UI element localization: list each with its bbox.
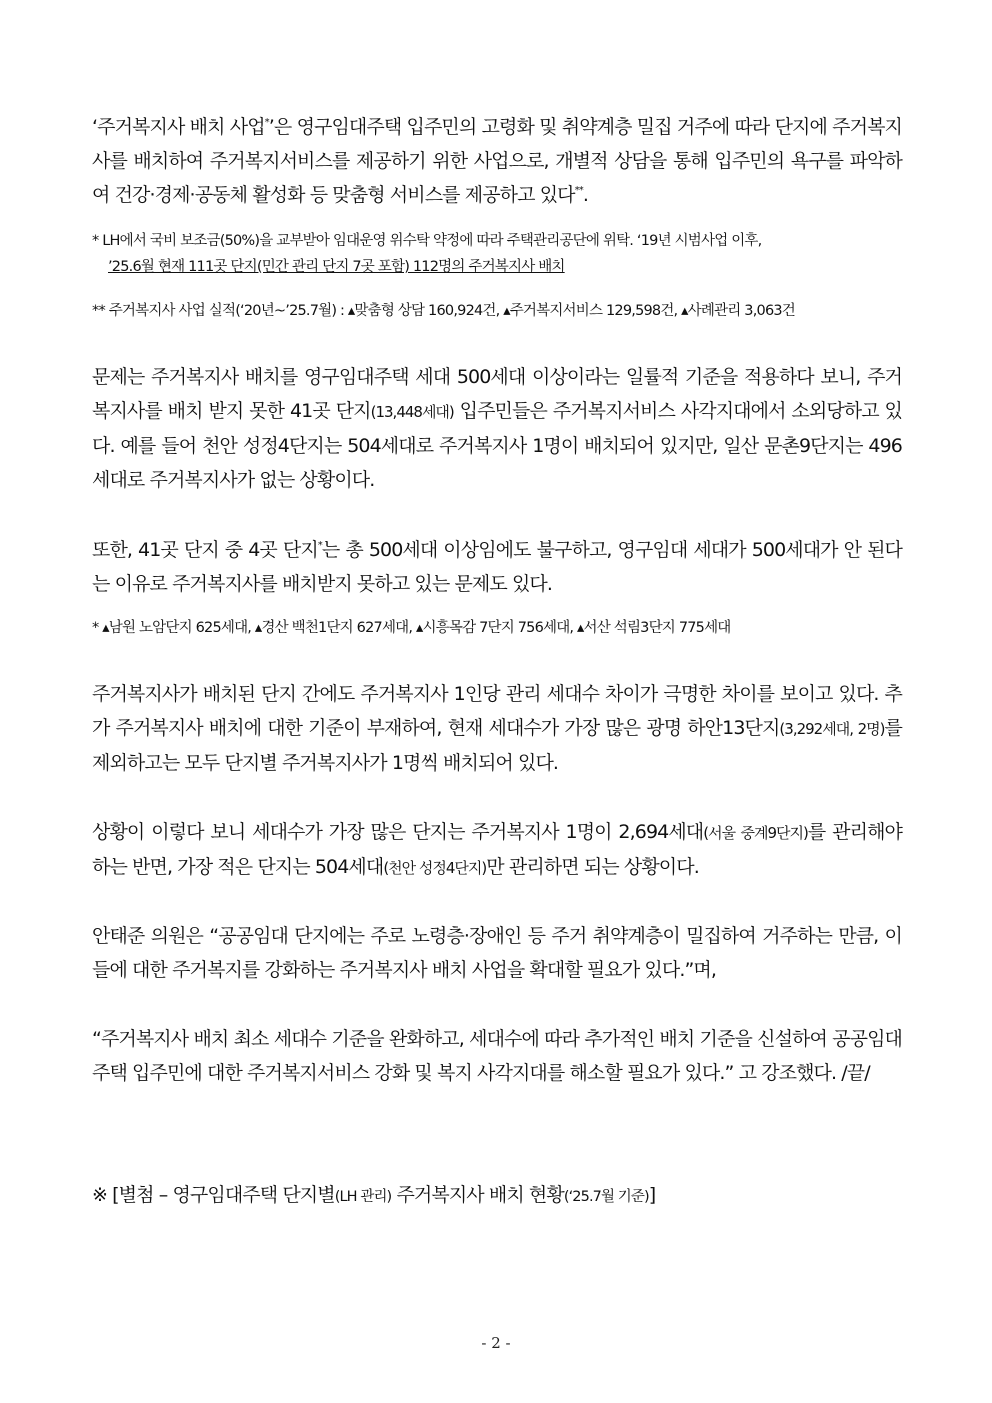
- footnote-line: ** 주거복지사 사업 실적(‘20년~’25.7월) : ▴맞춤형 상담 160,924건, ▴주거복지서비스 129,598건, ▴사례관리 3,063건: [92, 303, 795, 319]
- text-small: (LH 관리): [334, 1189, 392, 1205]
- text: 주거복지사가 배치된 단지 간에도 주거복지사 1인당 관리 세대수 차이가 극명한 차이를 보이고 있다. 추가 주거복지사 배치에 대한 기준이 부재하여, 현재 세대수가 가장 많은 광명 하안13단지: [92, 683, 902, 739]
- paragraph-situation: [92, 815, 902, 885]
- text: 만 관리하면 되는 상황이다.: [486, 856, 699, 878]
- text-small: (천안 성정4단지): [383, 859, 487, 877]
- paragraph-disparity: [92, 677, 902, 780]
- paragraph-quote-2: [92, 1022, 902, 1090]
- text: 주거복지사 배치 현황: [391, 1184, 564, 1206]
- text: 입주민들은 주거복지서비스 사각지대에서 소외당하고 있다. 예를 들어 천안 성정4단지는 504세대로 주거복지사 1명이 배치되어 있지만, 일산 문촌9단지는 496세대로 주거복지사가 없는 상황이다.: [92, 400, 902, 491]
- footnote-marker: *: [264, 117, 269, 128]
- footnote-line: * LH에서 국비 보조금(50%)을 교부받아 임대운영 위수탁 약정에 따라 주택관리공단에 위탁. ‘19년 시범사업 이후,: [92, 233, 762, 249]
- paragraph-program-intro: [92, 110, 902, 212]
- text: ※ [별첨 – 영구임대주택 단지별: [92, 1184, 335, 1206]
- footnote-marker: **: [574, 185, 583, 196]
- page-number: - 2 -: [481, 1334, 511, 1352]
- paragraph-quote-1: [92, 919, 902, 987]
- footnote-line-underlined: ’25.6월 현재 111곳 단지(민간 관리 단지 7곳 포함) 112명의 주거복지사 배치: [108, 259, 565, 275]
- text: 를 관리해야 하는 반면, 가장 적은 단지는 504세대: [92, 821, 902, 878]
- footnote-line: * ▴남원 노암단지 625세대, ▴경산 백천1단지 627세대, ▴시흥목감 7단지 756세대, ▴서산 석림3단지 775세대: [92, 620, 731, 636]
- text: ’은 영구임대주택 입주민의 고령화 및 취약계층 밀집 거주에 따라 단지에 주거복지사를 배치하여 주거복지서비스를 제공하기 위한 사업으로, 개별적 상담을 통해 입주민의 욕구를 파악하여 건강·경제·공동체 활성화 등 맞춤형 서비스를 제공하고 있다: [92, 116, 902, 206]
- footnote-complex-list: [92, 615, 907, 641]
- paragraph-excluded-complexes: [92, 533, 902, 601]
- text: 는 총 500세대 이상임에도 불구하고, 영구임대 세대가 500세대가 안 된다는 이유로 주거복지사를 배치받지 못하고 있는 문제도 있다.: [92, 539, 902, 595]
- footnote-performance: [92, 298, 907, 324]
- text: 상황이 이렇다 보니 세대수가 가장 많은 단지는 주거복지사 1명이 2,694세대: [92, 821, 704, 843]
- text: 안태준 의원은 “공공임대 단지에는 주로 노령층·장애인 등 주거 취약계층이 밀집하여 거주하는 만큼, 이들에 대한 주거복지를 강화하는 주거복지사 배치 사업을 확대할 필요가 있다.”며,: [92, 925, 902, 981]
- text-small: (‘25.7월 기준): [563, 1189, 649, 1205]
- text-small: (서울 중계9단지): [703, 824, 808, 842]
- footnote-funding: [92, 228, 907, 280]
- text-small: (3,292세대, 2명): [779, 720, 885, 738]
- text: ‘주거복지사 배치 사업: [92, 116, 265, 138]
- text: ]: [648, 1184, 656, 1206]
- paragraph-problem: [92, 360, 902, 497]
- text: 문제는 주거복지사 배치를 영구임대주택 세대 500세대 이상이라는 일률적 기준을 적용하다 보니, 주거복지사를 배치 받지 못한 41곳 단지: [92, 366, 902, 422]
- text: .: [582, 184, 588, 206]
- attachment-note: [92, 1180, 655, 1212]
- text-small: (13,448세대): [370, 403, 454, 421]
- text: 또한, 41곳 단지 중 4곳 단지: [92, 539, 318, 561]
- text: “주거복지사 배치 최소 세대수 기준을 완화하고, 세대수에 따라 추가적인 배치 기준을 신설하여 공공임대주택 입주민에 대한 주거복지서비스 강화 및 복지 사각지대를 해소할 필요가 있다.” 고 강조했다. /끝/: [92, 1028, 902, 1084]
- footnote-marker: *: [317, 540, 322, 551]
- text: 를 제외하고는 모두 단지별 주거복지사가 1명씩 배치되어 있다.: [92, 717, 902, 774]
